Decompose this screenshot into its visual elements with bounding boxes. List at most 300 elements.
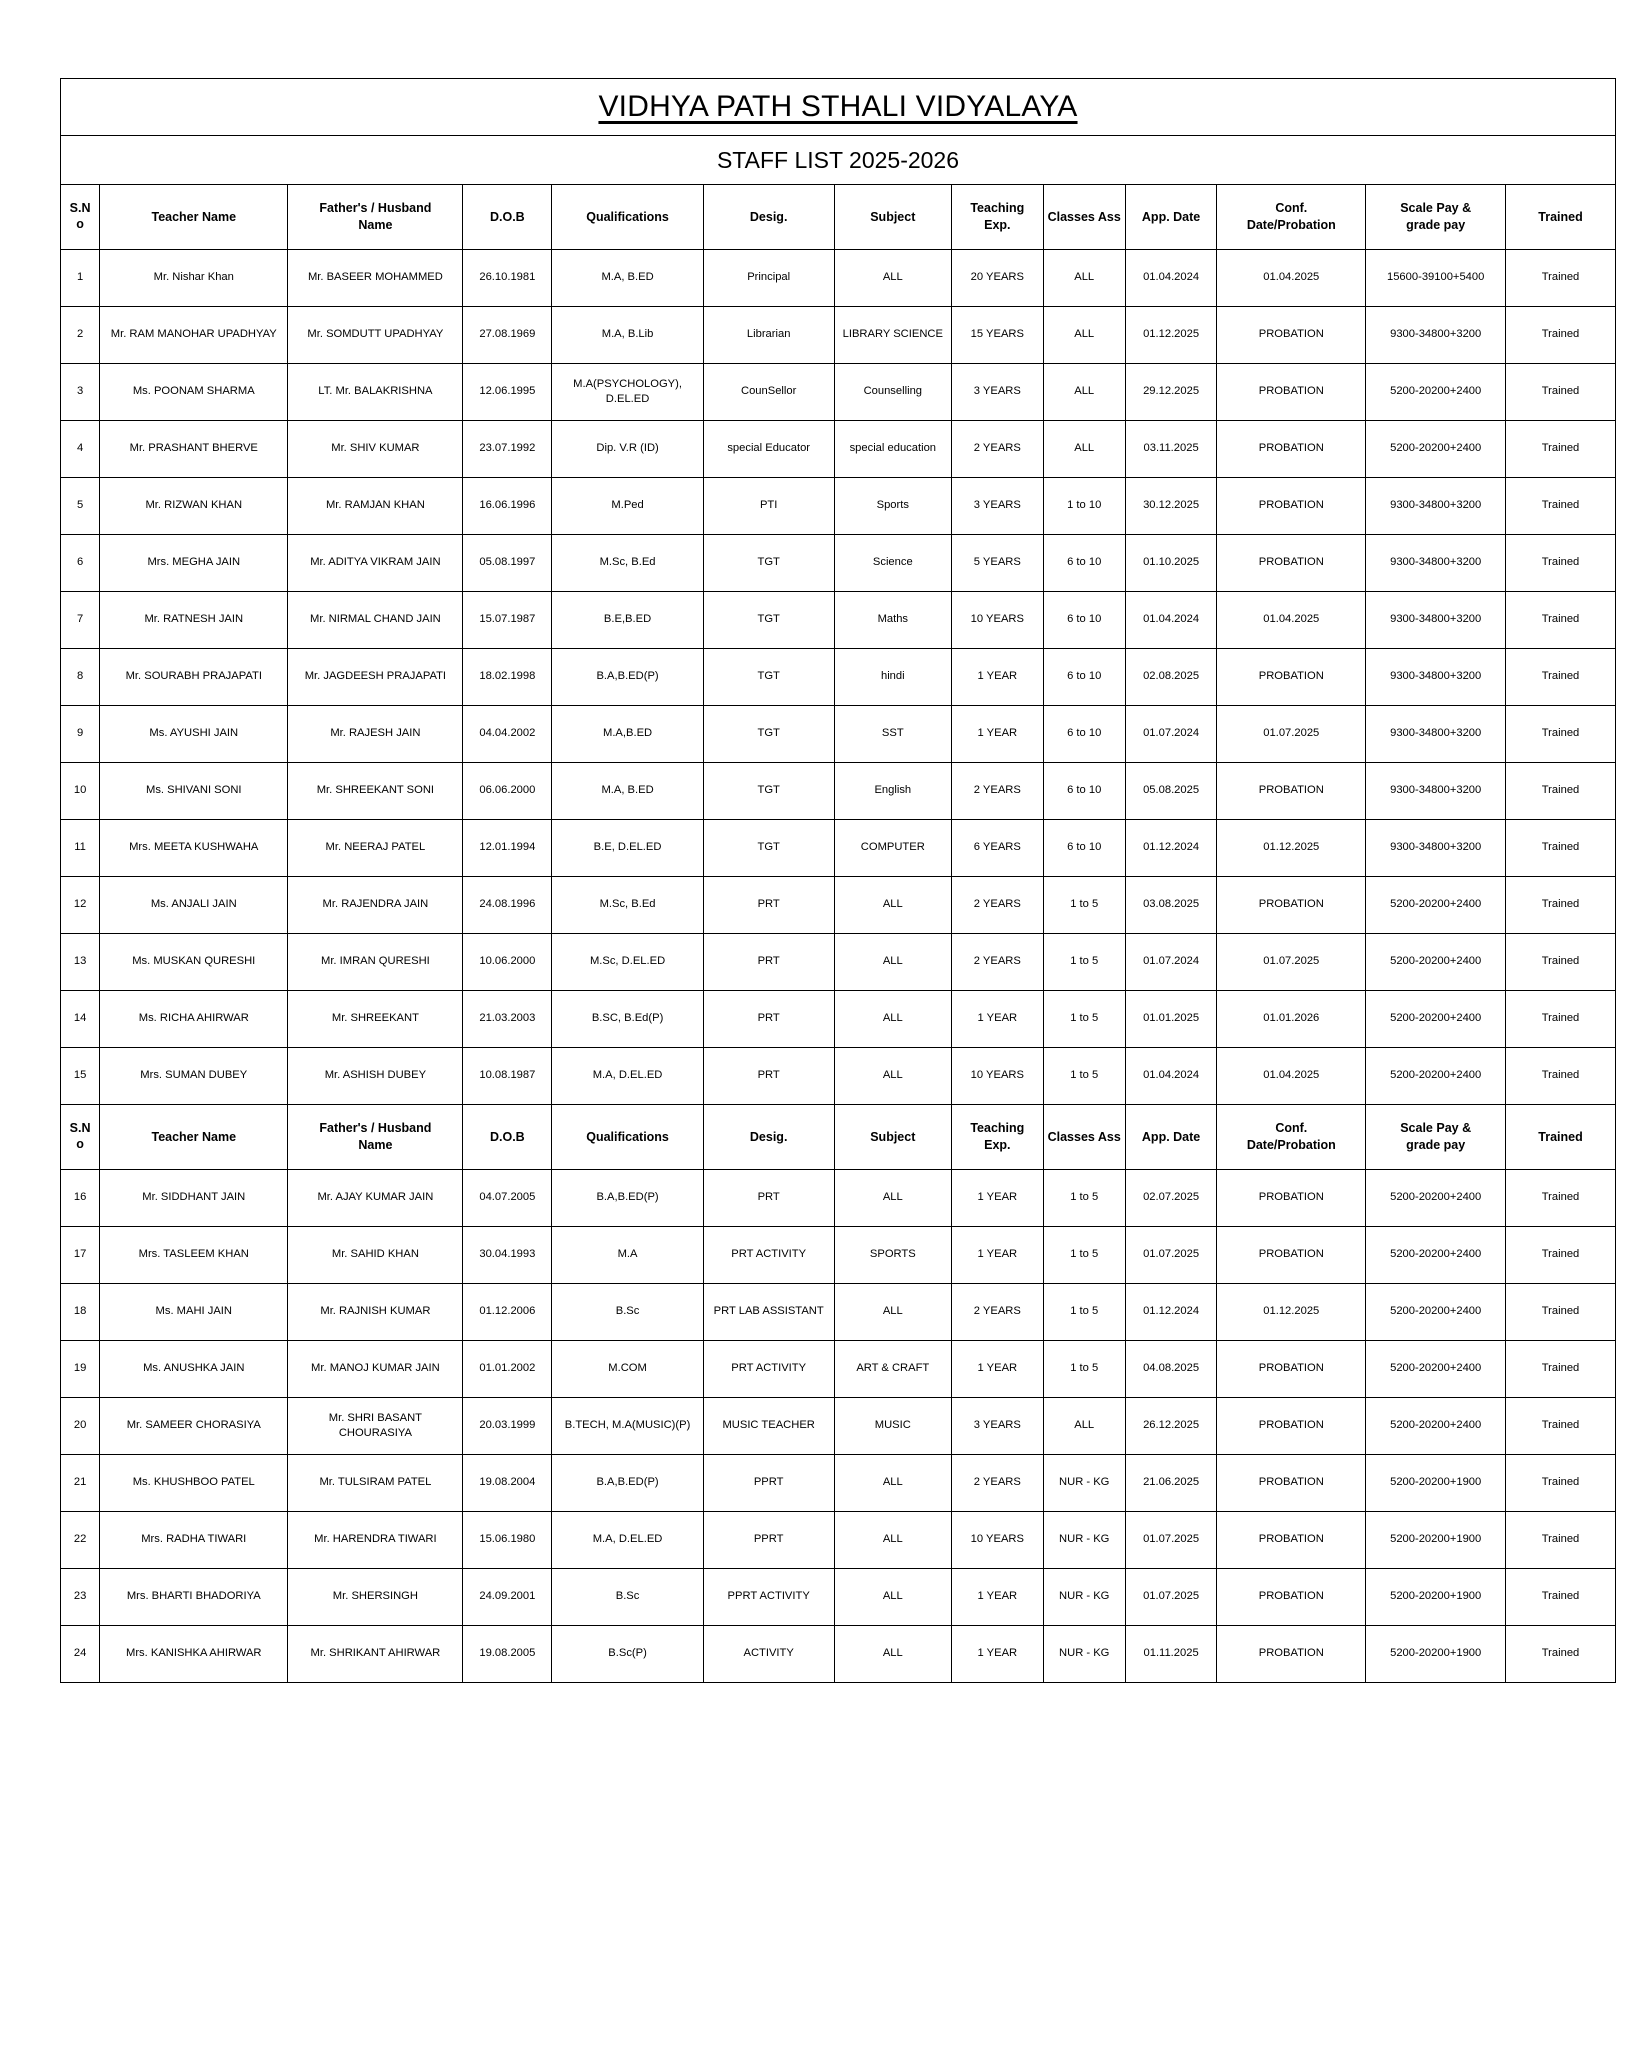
cell-trained: Trained [1506,1227,1616,1284]
cell-classes-assigned: ALL [1043,421,1125,478]
cell-teacher-name: Ms. ANJALI JAIN [100,877,288,934]
cell-classes-assigned: 6 to 10 [1043,706,1125,763]
cell-teacher-name: Mrs. RADHA TIWARI [100,1512,288,1569]
cell-qualifications: M.COM [552,1341,704,1398]
cell-trained: Trained [1506,1341,1616,1398]
cell-teaching-exp: 1 YEAR [952,649,1043,706]
cell-father-name: Mr. RAJESH JAIN [288,706,463,763]
cell-designation: PRT ACTIVITY [703,1227,834,1284]
cell-subject: special education [834,421,952,478]
cell-father-name: Mr. TULSIRAM PATEL [288,1455,463,1512]
column-header-scale-line1: Scale Pay & [1400,1121,1472,1136]
cell-subject: Science [834,535,952,592]
table-row [61,592,1616,649]
table-row [61,1626,1616,1683]
cell-father-name: Mr. SHERSINGH [288,1569,463,1626]
cell-qualifications: M.A, D.EL.ED [552,1512,704,1569]
cell-father-name: Mr. ASHISH DUBEY [288,1048,463,1105]
cell-dob: 19.08.2004 [463,1455,552,1512]
cell-conf-date: PROBATION [1217,1455,1366,1512]
cell-conf-date: 01.12.2025 [1217,820,1366,877]
cell-classes-assigned: NUR - KG [1043,1569,1125,1626]
column-header-father-line1: Father's / Husband [319,1121,432,1136]
cell-teaching-exp: 6 YEARS [952,820,1043,877]
cell-conf-date: PROBATION [1217,763,1366,820]
cell-qualifications: B.A,B.ED(P) [552,1455,704,1512]
cell-app-date: 01.01.2025 [1125,991,1216,1048]
cell-qualifications: M.A, D.EL.ED [552,1048,704,1105]
cell-sno: 10 [61,763,100,820]
cell-app-date: 01.07.2025 [1125,1512,1216,1569]
cell-teaching-exp: 2 YEARS [952,1284,1043,1341]
column-header-qualifications: Qualifications [552,1105,704,1170]
table-row [61,706,1616,763]
cell-trained: Trained [1506,649,1616,706]
cell-app-date: 01.11.2025 [1125,1626,1216,1683]
cell-teaching-exp: 20 YEARS [952,250,1043,307]
table-row [61,1284,1616,1341]
cell-father-name: Mr. MANOJ KUMAR JAIN [288,1341,463,1398]
cell-sno: 8 [61,649,100,706]
cell-teacher-name: Ms. AYUSHI JAIN [100,706,288,763]
cell-scale-pay: 5200-20200+2400 [1366,991,1506,1048]
column-header-qualifications: Qualifications [552,185,704,250]
cell-app-date: 01.12.2025 [1125,307,1216,364]
cell-conf-date: PROBATION [1217,421,1366,478]
cell-subject: SST [834,706,952,763]
cell-teaching-exp: 2 YEARS [952,421,1043,478]
column-header-conf-date [1217,1105,1366,1170]
cell-teacher-name: Mrs. SUMAN DUBEY [100,1048,288,1105]
column-header-sno [61,1105,100,1170]
table-row [61,421,1616,478]
column-header-teaching-exp [952,1105,1043,1170]
table-row [61,535,1616,592]
cell-teaching-exp: 3 YEARS [952,1398,1043,1455]
column-header-father-line1: Father's / Husband [319,201,432,216]
cell-teacher-name: Ms. SHIVANI SONI [100,763,288,820]
cell-classes-assigned: NUR - KG [1043,1455,1125,1512]
page-subtitle: STAFF LIST 2025-2026 [61,136,1616,185]
cell-trained: Trained [1506,934,1616,991]
cell-app-date: 26.12.2025 [1125,1398,1216,1455]
table-row [61,1398,1616,1455]
cell-conf-date: PROBATION [1217,364,1366,421]
cell-sno: 2 [61,307,100,364]
cell-dob: 24.09.2001 [463,1569,552,1626]
cell-sno: 7 [61,592,100,649]
cell-subject: hindi [834,649,952,706]
cell-conf-date: 01.01.2026 [1217,991,1366,1048]
cell-conf-date: 01.07.2025 [1217,934,1366,991]
column-header-designation: Desig. [703,1105,834,1170]
cell-teaching-exp: 1 YEAR [952,1341,1043,1398]
cell-father-name: Mr. BASEER MOHAMMED [288,250,463,307]
cell-app-date: 04.08.2025 [1125,1341,1216,1398]
cell-subject: ALL [834,250,952,307]
cell-sno: 14 [61,991,100,1048]
cell-classes-assigned: ALL [1043,250,1125,307]
table-row [61,991,1616,1048]
table-row [61,307,1616,364]
cell-qualifications: B.TECH, M.A(MUSIC)(P) [552,1398,704,1455]
cell-teaching-exp: 15 YEARS [952,307,1043,364]
column-header-exp-line1: Teaching [970,201,1025,216]
cell-classes-assigned: 1 to 5 [1043,1048,1125,1105]
cell-scale-pay: 5200-20200+2400 [1366,877,1506,934]
cell-designation: TGT [703,763,834,820]
cell-dob: 23.07.1992 [463,421,552,478]
table-row [61,478,1616,535]
cell-app-date: 29.12.2025 [1125,364,1216,421]
cell-subject: English [834,763,952,820]
cell-classes-assigned: NUR - KG [1043,1626,1125,1683]
cell-designation: TGT [703,592,834,649]
column-header-dob: D.O.B [463,185,552,250]
cell-dob: 21.03.2003 [463,991,552,1048]
cell-teaching-exp: 2 YEARS [952,934,1043,991]
cell-teacher-name: Ms. POONAM SHARMA [100,364,288,421]
cell-teacher-name: Mr. RATNESH JAIN [100,592,288,649]
cell-scale-pay: 15600-39100+5400 [1366,250,1506,307]
cell-subject: ALL [834,1455,952,1512]
table-body [61,79,1616,1683]
cell-father-name: Mr. ADITYA VIKRAM JAIN [288,535,463,592]
column-header-conf-line2: Date/Probation [1246,218,1336,232]
cell-app-date: 01.07.2024 [1125,934,1216,991]
table-row [61,649,1616,706]
cell-qualifications: B.Sc [552,1569,704,1626]
cell-qualifications: M.A, B.ED [552,763,704,820]
cell-conf-date: PROBATION [1217,649,1366,706]
cell-subject: COMPUTER [834,820,952,877]
cell-father-name: Mr. HARENDRA TIWARI [288,1512,463,1569]
column-header-scale-line2: grade pay [1406,218,1466,232]
cell-trained: Trained [1506,706,1616,763]
cell-father-name: LT. Mr. BALAKRISHNA [288,364,463,421]
cell-app-date: 30.12.2025 [1125,478,1216,535]
cell-scale-pay: 9300-34800+3200 [1366,478,1506,535]
cell-designation: Principal [703,250,834,307]
cell-father-name: Mr. SHREEKANT [288,991,463,1048]
cell-scale-pay: 5200-20200+1900 [1366,1569,1506,1626]
table-row [61,877,1616,934]
cell-qualifications: B.A,B.ED(P) [552,649,704,706]
cell-dob: 15.06.1980 [463,1512,552,1569]
cell-dob: 01.12.2006 [463,1284,552,1341]
cell-qualifications: B.Sc [552,1284,704,1341]
cell-scale-pay: 9300-34800+3200 [1366,592,1506,649]
subtitle-row [61,136,1616,185]
table-row [61,250,1616,307]
cell-conf-date: PROBATION [1217,1512,1366,1569]
cell-trained: Trained [1506,1398,1616,1455]
cell-teaching-exp: 3 YEARS [952,364,1043,421]
cell-scale-pay: 5200-20200+2400 [1366,1227,1506,1284]
cell-conf-date: PROBATION [1217,1341,1366,1398]
cell-scale-pay: 9300-34800+3200 [1366,763,1506,820]
cell-trained: Trained [1506,1284,1616,1341]
cell-dob: 05.08.1997 [463,535,552,592]
cell-trained: Trained [1506,991,1616,1048]
cell-qualifications: M.Sc, B.Ed [552,877,704,934]
cell-designation: PTI [703,478,834,535]
cell-app-date: 21.06.2025 [1125,1455,1216,1512]
cell-teacher-name: Mr. Nishar Khan [100,250,288,307]
column-header-sno-line2: o [76,217,84,231]
cell-classes-assigned: 1 to 5 [1043,934,1125,991]
cell-qualifications: M.A, B.ED [552,250,704,307]
column-header-father-line2: Name [358,218,393,232]
cell-teaching-exp: 1 YEAR [952,706,1043,763]
cell-sno: 4 [61,421,100,478]
column-header-dob: D.O.B [463,1105,552,1170]
cell-teacher-name: Ms. RICHA AHIRWAR [100,991,288,1048]
cell-trained: Trained [1506,877,1616,934]
cell-designation: Librarian [703,307,834,364]
cell-scale-pay: 9300-34800+3200 [1366,820,1506,877]
column-header-exp-line2: Exp. [984,1138,1011,1152]
cell-scale-pay: 9300-34800+3200 [1366,706,1506,763]
cell-classes-assigned: 6 to 10 [1043,763,1125,820]
cell-teacher-name: Ms. MUSKAN QURESHI [100,934,288,991]
cell-trained: Trained [1506,307,1616,364]
cell-dob: 20.03.1999 [463,1398,552,1455]
cell-classes-assigned: 1 to 5 [1043,877,1125,934]
cell-app-date: 05.08.2025 [1125,763,1216,820]
cell-app-date: 01.10.2025 [1125,535,1216,592]
cell-subject: ALL [834,1512,952,1569]
column-header-conf-line2: Date/Probation [1246,1138,1336,1152]
cell-teacher-name: Mr. RAM MANOHAR UPADHYAY [100,307,288,364]
cell-app-date: 03.08.2025 [1125,877,1216,934]
cell-qualifications: B.A,B.ED(P) [552,1170,704,1227]
cell-subject: ALL [834,934,952,991]
cell-app-date: 01.12.2024 [1125,1284,1216,1341]
cell-conf-date: 01.04.2025 [1217,1048,1366,1105]
cell-app-date: 01.07.2024 [1125,706,1216,763]
column-header-classes-assigned: Classes Ass [1043,1105,1125,1170]
column-header-designation: Desig. [703,185,834,250]
table-row [61,1048,1616,1105]
cell-app-date: 01.07.2025 [1125,1227,1216,1284]
column-header-subject: Subject [834,1105,952,1170]
cell-father-name: Mr. RAMJAN KHAN [288,478,463,535]
cell-designation: PRT LAB ASSISTANT [703,1284,834,1341]
cell-designation: PRT [703,934,834,991]
title-row [61,79,1616,136]
column-header-father-name [288,1105,463,1170]
cell-designation: PRT [703,877,834,934]
cell-subject: Sports [834,478,952,535]
cell-teaching-exp: 3 YEARS [952,478,1043,535]
cell-app-date: 02.07.2025 [1125,1170,1216,1227]
cell-teaching-exp: 10 YEARS [952,1048,1043,1105]
cell-qualifications: M.A,B.ED [552,706,704,763]
cell-trained: Trained [1506,592,1616,649]
cell-sno: 20 [61,1398,100,1455]
table-row [61,1455,1616,1512]
column-header-teacher-name: Teacher Name [100,185,288,250]
cell-designation: TGT [703,649,834,706]
cell-classes-assigned: 1 to 5 [1043,1284,1125,1341]
cell-scale-pay: 5200-20200+2400 [1366,1398,1506,1455]
cell-teacher-name: Mr. SOURABH PRAJAPATI [100,649,288,706]
cell-sno: 5 [61,478,100,535]
cell-dob: 04.04.2002 [463,706,552,763]
cell-teacher-name: Mr. SIDDHANT JAIN [100,1170,288,1227]
cell-teacher-name: Ms. MAHI JAIN [100,1284,288,1341]
cell-subject: ART & CRAFT [834,1341,952,1398]
cell-conf-date: 01.04.2025 [1217,250,1366,307]
column-header-app-date: App. Date [1125,1105,1216,1170]
cell-scale-pay: 9300-34800+3200 [1366,649,1506,706]
cell-app-date: 03.11.2025 [1125,421,1216,478]
column-header-father-name [288,185,463,250]
table-row [61,820,1616,877]
cell-conf-date: 01.04.2025 [1217,592,1366,649]
cell-teacher-name: Mrs. KANISHKA AHIRWAR [100,1626,288,1683]
cell-designation: TGT [703,706,834,763]
column-header-scale-line2: grade pay [1406,1138,1466,1152]
column-header-trained: Trained [1506,185,1616,250]
cell-designation: TGT [703,535,834,592]
table-row [61,364,1616,421]
cell-teaching-exp: 2 YEARS [952,763,1043,820]
cell-father-name: Mr. RAJENDRA JAIN [288,877,463,934]
cell-designation: PPRT [703,1512,834,1569]
cell-dob: 01.01.2002 [463,1341,552,1398]
cell-teacher-name: Mr. PRASHANT BHERVE [100,421,288,478]
cell-sno: 11 [61,820,100,877]
cell-dob: 15.07.1987 [463,592,552,649]
cell-father-name: Mr. SHRIKANT AHIRWAR [288,1626,463,1683]
cell-dob: 12.06.1995 [463,364,552,421]
column-header-scale-pay [1366,1105,1506,1170]
column-header-sno-line1: S.N [69,1121,91,1136]
column-header-sno-line2: o [76,1137,84,1151]
cell-designation: MUSIC TEACHER [703,1398,834,1455]
cell-sno: 16 [61,1170,100,1227]
cell-teaching-exp: 2 YEARS [952,877,1043,934]
cell-designation: PRT [703,1048,834,1105]
cell-sno: 18 [61,1284,100,1341]
cell-dob: 06.06.2000 [463,763,552,820]
column-header-scale-pay [1366,185,1506,250]
table-row [61,1227,1616,1284]
cell-teaching-exp: 1 YEAR [952,1170,1043,1227]
table-row [61,1569,1616,1626]
cell-scale-pay: 5200-20200+2400 [1366,1284,1506,1341]
cell-scale-pay: 5200-20200+1900 [1366,1512,1506,1569]
cell-sno: 23 [61,1569,100,1626]
cell-trained: Trained [1506,364,1616,421]
cell-father-name: Mr. SHRI BASANT CHOURASIYA [288,1398,463,1455]
cell-sno: 12 [61,877,100,934]
cell-app-date: 02.08.2025 [1125,649,1216,706]
cell-teaching-exp: 5 YEARS [952,535,1043,592]
cell-classes-assigned: 1 to 10 [1043,478,1125,535]
cell-subject: Maths [834,592,952,649]
cell-teaching-exp: 1 YEAR [952,991,1043,1048]
cell-designation: PPRT ACTIVITY [703,1569,834,1626]
column-header-exp-line2: Exp. [984,218,1011,232]
cell-teacher-name: Mrs. MEETA KUSHWAHA [100,820,288,877]
table-row [61,934,1616,991]
cell-father-name: Mr. RAJNISH KUMAR [288,1284,463,1341]
cell-sno: 19 [61,1341,100,1398]
cell-trained: Trained [1506,250,1616,307]
cell-sno: 22 [61,1512,100,1569]
cell-dob: 18.02.1998 [463,649,552,706]
cell-conf-date: PROBATION [1217,1170,1366,1227]
cell-teacher-name: Ms. KHUSHBOO PATEL [100,1455,288,1512]
cell-subject: LIBRARY SCIENCE [834,307,952,364]
cell-teacher-name: Ms. ANUSHKA JAIN [100,1341,288,1398]
cell-designation: PRT [703,991,834,1048]
cell-dob: 16.06.1996 [463,478,552,535]
cell-designation: TGT [703,820,834,877]
cell-father-name: Mr. AJAY KUMAR JAIN [288,1170,463,1227]
cell-father-name: Mr. SOMDUTT UPADHYAY [288,307,463,364]
cell-classes-assigned: 6 to 10 [1043,535,1125,592]
table-row [61,1512,1616,1569]
cell-father-name: Mr. SHIV KUMAR [288,421,463,478]
cell-designation: PRT [703,1170,834,1227]
cell-scale-pay: 5200-20200+1900 [1366,1626,1506,1683]
cell-conf-date: PROBATION [1217,1227,1366,1284]
cell-teacher-name: Mr. SAMEER CHORASIYA [100,1398,288,1455]
cell-teaching-exp: 2 YEARS [952,1455,1043,1512]
cell-trained: Trained [1506,478,1616,535]
column-header-father-line2: Name [358,1138,393,1152]
cell-sno: 17 [61,1227,100,1284]
cell-dob: 26.10.1981 [463,250,552,307]
cell-conf-date: PROBATION [1217,307,1366,364]
cell-conf-date: PROBATION [1217,1398,1366,1455]
cell-classes-assigned: ALL [1043,364,1125,421]
cell-qualifications: B.Sc(P) [552,1626,704,1683]
cell-designation: CounSellor [703,364,834,421]
cell-subject: Counselling [834,364,952,421]
cell-father-name: Mr. IMRAN QURESHI [288,934,463,991]
cell-sno: 1 [61,250,100,307]
table-row [61,763,1616,820]
cell-app-date: 01.04.2024 [1125,592,1216,649]
cell-dob: 24.08.1996 [463,877,552,934]
cell-scale-pay: 9300-34800+3200 [1366,535,1506,592]
cell-designation: PRT ACTIVITY [703,1341,834,1398]
cell-father-name: Mr. SHREEKANT SONI [288,763,463,820]
cell-scale-pay: 5200-20200+1900 [1366,1455,1506,1512]
cell-teaching-exp: 10 YEARS [952,1512,1043,1569]
cell-classes-assigned: 6 to 10 [1043,649,1125,706]
cell-classes-assigned: 1 to 5 [1043,1341,1125,1398]
column-header-subject: Subject [834,185,952,250]
cell-subject: SPORTS [834,1227,952,1284]
cell-trained: Trained [1506,1626,1616,1683]
cell-conf-date: PROBATION [1217,877,1366,934]
cell-qualifications: M.Ped [552,478,704,535]
cell-qualifications: M.A, B.Lib [552,307,704,364]
cell-teacher-name: Mrs. BHARTI BHADORIYA [100,1569,288,1626]
cell-app-date: 01.04.2024 [1125,1048,1216,1105]
cell-app-date: 01.07.2025 [1125,1569,1216,1626]
column-header-sno-line1: S.N [69,201,91,216]
cell-sno: 21 [61,1455,100,1512]
cell-trained: Trained [1506,763,1616,820]
cell-scale-pay: 5200-20200+2400 [1366,1170,1506,1227]
